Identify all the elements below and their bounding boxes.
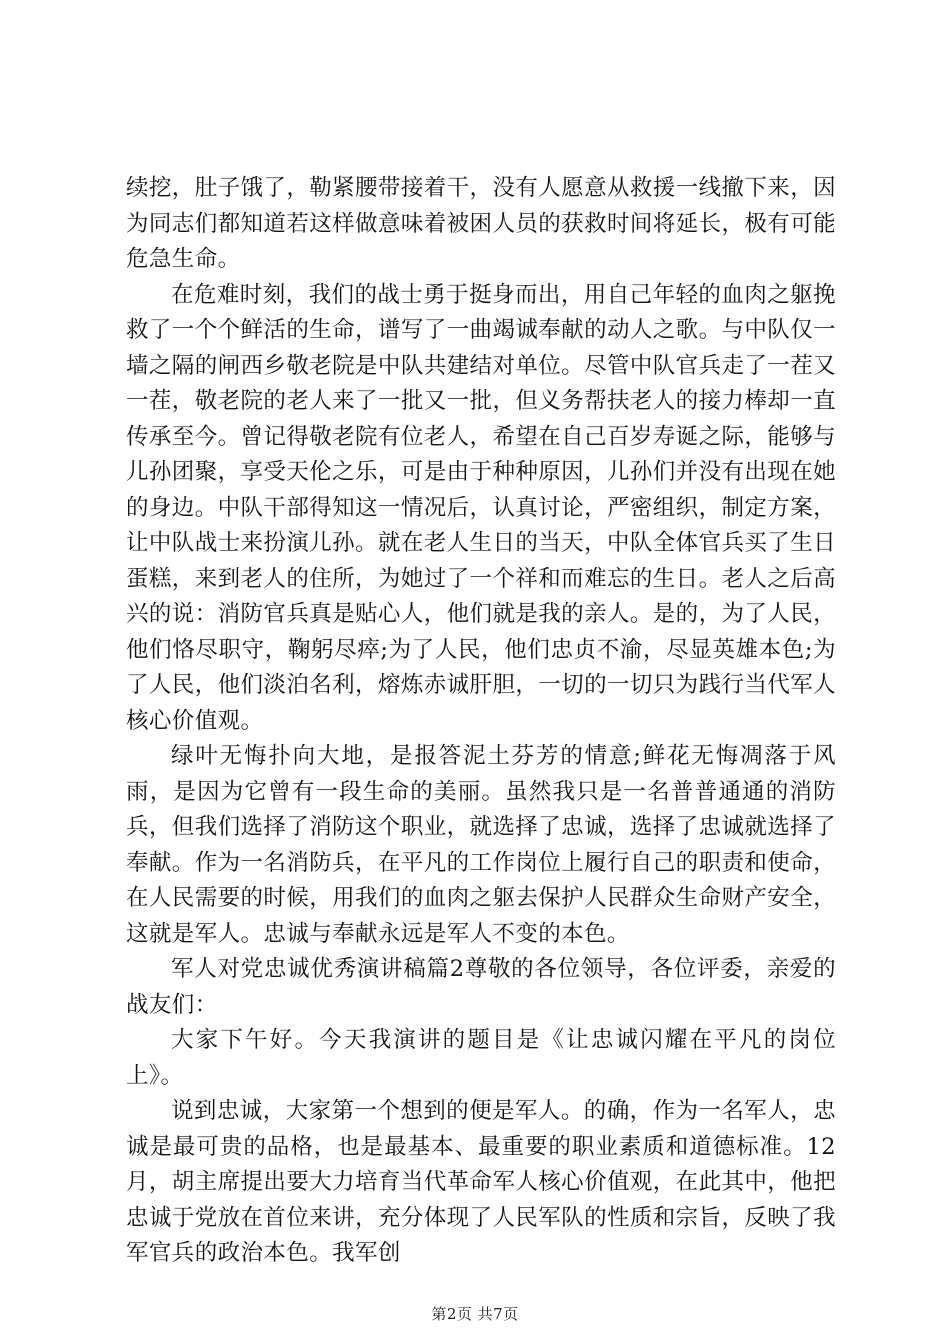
- paragraph: 军人对党忠诚优秀演讲稿篇2尊敬的各位领导，各位评委，亲爱的战友们：: [126, 956, 836, 1018]
- page-number-footer: 第2页 共7页: [431, 1305, 519, 1323]
- paragraph: 绿叶无悔扑向大地，是报答泥土芬芳的情意;鲜花无悔凋落于风雨，是因为它曾有一段生命的美丽。虽然我只是一名普普通通的消防兵，但我们选择了消防这个职业，就选择了忠诚，选择了忠诚就选择了奉献。作为一名消防兵，在平凡的工作岗位上履行自己的职责和使命，在人民需要的时候，用我们的血肉之躯去保护人民群众生命财产安全，这就是军人。忠诚与奉献永远是军人不变的本色。: [126, 743, 836, 947]
- document-body: [126, 171, 836, 1272]
- paragraph: 说到忠诚，大家第一个想到的便是军人。的确，作为一名军人，忠诚是最可贵的品格，也是最基本、最重要的职业素质和道德标准。12月，胡主席提出要大力培育当代革命军人核心价值观，在此其中，他把忠诚于党放在首位来讲，充分体现了人民军队的性质和宗旨，反映了我军官兵的政治本色。我军创: [126, 1098, 836, 1266]
- document-page: [126, 0, 836, 1344]
- paragraph: 大家下午好。今天我演讲的题目是《让忠诚闪耀在平凡的岗位上》。: [126, 1027, 836, 1089]
- paragraph: 续挖，肚子饿了，勒紧腰带接着干，没有人愿意从救援一线撤下来，因为同志们都知道若这样做意味着被困人员的获救时间将延长，极有可能危急生命。: [126, 175, 836, 272]
- paragraph: 在危难时刻，我们的战士勇于挺身而出，用自己年轻的血肉之躯挽救了一个个鲜活的生命，谱写了一曲竭诚奉献的动人之歌。与中队仅一墙之隔的闸西乡敬老院是中队共建结对单位。尽管中队官兵走了一茬又一茬，敬老院的老人来了一批又一批，但义务帮扶老人的接力棒却一直传承至今。曾记得敬老院有位老人，希望在自己百岁寿诞之际，能够与儿孙团聚，享受天伦之乐，可是由于种种原因，儿孙们并没有出现在她的身边。中队干部得知这一情况后，认真讨论，严密组织，制定方案，让中队战士来扮演儿孙。就在老人生日的当天，中队全体官兵买了生日蛋糕，来到老人的住所，为她过了一个祥和而难忘的生日。老人之后高兴的说：消防官兵真是贴心人，他们就是我的亲人。是的，为了人民，他们恪尽职守，鞠躬尽瘁;为了人民，他们忠贞不渝，尽显英雄本色;为了人民，他们淡泊名利，熔炼赤诚肝胆，一切的一切只为践行当代军人核心价值观。: [126, 281, 836, 734]
